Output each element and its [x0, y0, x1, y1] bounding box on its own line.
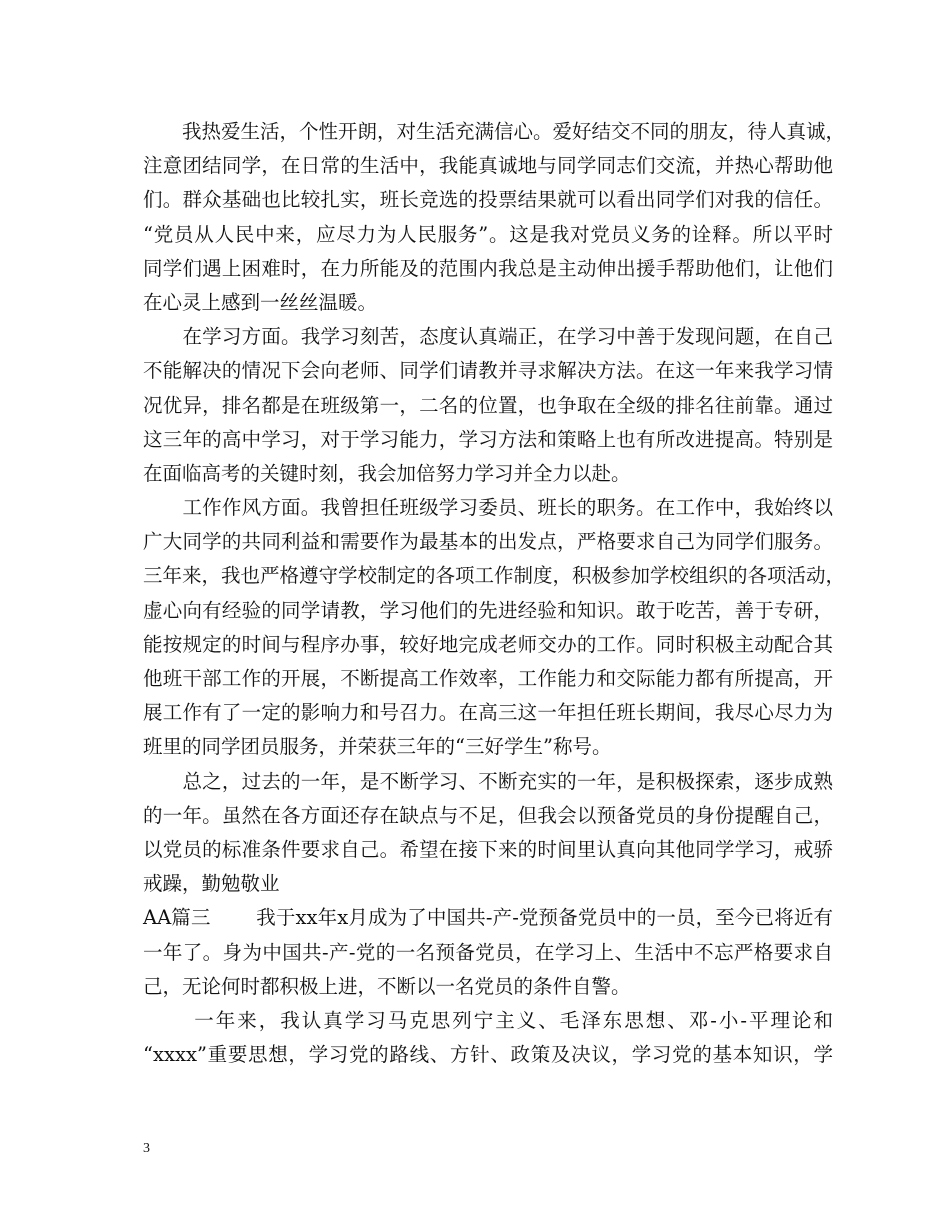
- text-line: 以党员的标准条件要求自己。希望在接下来的时间里认真向其他同学学习，戒骄: [143, 837, 833, 861]
- text-line: 广大同学的共同利益和需要作为最基本的出发点，严格要求自己为同学们服务。: [143, 530, 833, 554]
- text-line: 不能解决的情况下会向老师、同学们请教并寻求解决方法。在这一年来我学习情: [143, 359, 833, 383]
- text-line: 注意团结同学，在日常的生活中，我能真诚地与同学同志们交流，并热心帮助他: [143, 154, 833, 178]
- text-line: 在学习方面。我学习刻苦，态度认真端正，在学习中善于发现问题，在自己: [143, 325, 833, 349]
- text-line: 展工作有了一定的影响力和号召力。在高三这一年担任班长期间，我尽心尽力为: [143, 701, 833, 725]
- text-line: “xxxx”重要思想，学习党的路线、方针、政策及决议，学习党的基本知识，学: [143, 1043, 833, 1067]
- text-line: “党员从人民中来，应尽力为人民服务”。这是我对党员义务的诠释。所以平时: [143, 222, 833, 246]
- text-line: 能按规定的时间与程序办事，较好地完成老师交办的工作。同时积极主动配合其: [143, 632, 833, 656]
- text-line: 他班干部工作的开展，不断提高工作效率，工作能力和交际能力都有所提高，开: [143, 667, 833, 690]
- text-line: 在面临高考的关键时刻，我会加倍努力学习并全力以赴。: [143, 461, 631, 485]
- text-line: 们。群众基础也比较扎实，班长竞选的投票结果就可以看出同学们对我的信任。: [143, 188, 833, 212]
- text-line: 在心灵上感到一丝丝温暖。: [143, 290, 378, 314]
- text-line: 虚心向有经验的同学请教，学习他们的先进经验和知识。敢于吃苦，善于专研，: [143, 598, 833, 622]
- page-number: 3: [143, 1141, 150, 1156]
- text-line: 戒躁，勤勉敬业: [143, 872, 280, 896]
- document-body: [143, 115, 846, 1072]
- text-line: 班里的同学团员服务，并荣获三年的“三好学生”称号。: [143, 735, 612, 759]
- text-line: 一年了。身为中国共-产-党的一名预备党员，在学习上、生活中不忘严格要求自: [143, 940, 833, 964]
- text-line: 同学们遇上困难时，在力所能及的范围内我总是主动伸出援手帮助他们，让他们: [143, 256, 833, 280]
- text-line: 三年来，我也严格遵守学校制定的各项工作制度，积极参加学校组织的各项活动，: [143, 564, 846, 588]
- text-line: 一年来，我认真学习马克思列宁主义、毛泽东思想、邓-小-平理论和: [143, 1008, 833, 1032]
- text-line: 我热爱生活，个性开朗，对生活充满信心。爱好结交不同的朋友，待人真诚，: [143, 120, 846, 143]
- text-line: AA篇三 我于xx年x月成为了中国共-产-党预备党员中的一员，至今已将近有: [143, 906, 833, 930]
- text-line: 总之，过去的一年，是不断学习、不断充实的一年，是积极探索，逐步成熟: [143, 769, 833, 793]
- text-line: 这三年的高中学习，对于学习能力，学习方法和策略上也有所改进提高。特别是: [143, 427, 833, 451]
- text-line: 工作作风方面。我曾担任班级学习委员、班长的职务。在工作中，我始终以: [143, 496, 833, 520]
- text-line: 的一年。虽然在各方面还存在缺点与不足，但我会以预备党员的身份提醒自己，: [143, 803, 833, 827]
- text-line: 己，无论何时都积极上进，不断以一名党员的条件自警。: [143, 974, 631, 998]
- text-line: 况优异，排名都是在班级第一，二名的位置，也争取在全级的排名往前靠。通过: [143, 393, 833, 417]
